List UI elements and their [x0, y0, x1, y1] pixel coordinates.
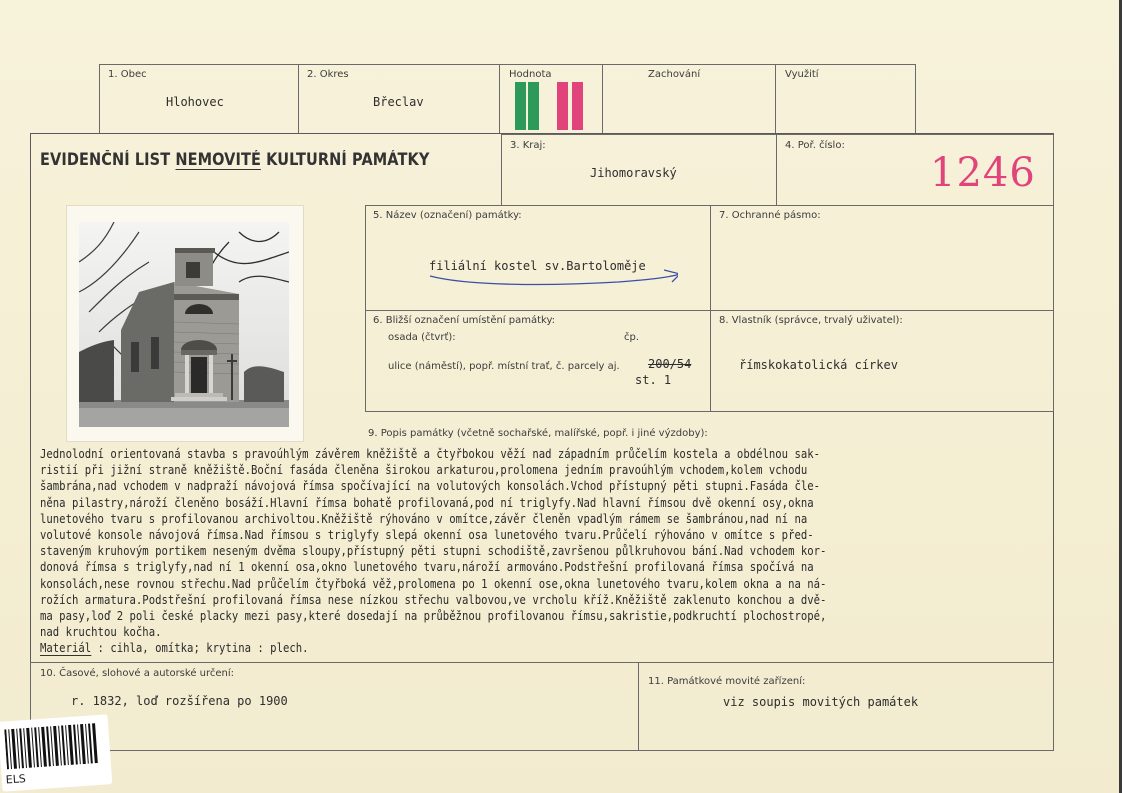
hodnota-pink-stripe-1 [557, 82, 568, 130]
material-line [40, 640, 934, 656]
kraj-label: 3. Kraj: [510, 140, 546, 151]
por-cislo-value: 1246 [930, 150, 1036, 196]
umisteni-label: 6. Bližší označení umístění památky: [373, 315, 556, 326]
parcela-value: st. 1 [635, 373, 672, 387]
monument-photo [66, 205, 304, 442]
vyuziti-cell [775, 64, 916, 134]
popis-line: rožích armatura.Podstřešní profilovaná římsa nese nízkou střechu valbovou,ve vrcholu kříž.Kněžiště zaklenuto konchou a dvě- [40, 592, 827, 607]
okres-cell [298, 64, 500, 134]
popis-line: šambrána,nad vchodem v nadpraží návojová římsa spočívající na volutových konsolách.Vchod přístupný pěti stupni.Fasáda čle- [40, 479, 821, 494]
popis-text [40, 446, 1050, 656]
zachovani-cell [602, 64, 776, 134]
parcela-struck-value: 200/54 [648, 357, 692, 371]
vlastnik-cell [710, 310, 1054, 412]
ochranne-pasmo-cell [710, 205, 1054, 311]
form-title [40, 150, 429, 169]
movite-cell [638, 662, 1054, 751]
hodnota-label: Hodnota [509, 69, 552, 80]
osada-label: osada (čtvrť): [388, 332, 456, 343]
vyuziti-label: Využití [785, 69, 819, 80]
obec-cell [99, 64, 299, 134]
title-part-3: KULTURNÍ PAMÁTKY [260, 150, 430, 169]
title-part-1: EVIDENČNÍ LIST [40, 150, 176, 169]
barcode-sticker [0, 714, 112, 792]
popis-line: konsolách,nese rovnou střechu.Nad průčelím čtyřboká věž,prolomena po 1 okenní ose,okna lunetového tvaru,kolem okna a na ná- [40, 576, 827, 591]
hodnota-pink-stripe-2 [572, 82, 583, 130]
vlastnik-label: 8. Vlastník (správce, trvalý uživatel): [719, 315, 903, 326]
material-value: : cihla, omítka; krytina : plech. [91, 641, 309, 656]
popis-line: donová římsa s triglyfy,nad ní 1 okenní osa,okno lunetového tvaru,nároží armováno.Podstřešní profilovaná římsa spočívá na [40, 560, 814, 575]
umisteni-cell [365, 310, 711, 412]
popis-line: lunetového tvaru s profilovanou archivoltou.Kněžiště rýhováno v omítce,závěr členěn vpadlým rámem se šambránou,nad ní na [40, 511, 808, 526]
title-part-2-underlined: NEMOVITÉ [175, 150, 261, 169]
por-cislo-label: 4. Poř. číslo: [785, 140, 845, 151]
ochranne-pasmo-label: 7. Ochranné pásmo: [719, 210, 821, 221]
popis-line: staveným kruhovým portikem neseným dvěma sloupy,přístupný pěti stupni schodiště,završenou půlkruhovou bání.Nad vchodem kor- [40, 544, 827, 559]
vlastnik-value: římskokatolická církev [739, 358, 898, 372]
nazev-label: 5. Název (označení) památky: [373, 210, 522, 221]
ulice-label: ulice (náměstí), popř. místní trať, č. parcely aj. [388, 361, 620, 372]
barcode-icon [4, 723, 103, 770]
popis-line: nad kruchtou kočha. [40, 625, 162, 640]
handwritten-underline [428, 268, 678, 292]
zachovani-label: Zachování [648, 69, 701, 80]
movite-value: viz soupis movitých památek [723, 695, 919, 709]
movite-label: 11. Památkové movité zařízení: [648, 676, 806, 687]
nazev-value: filiální kostel sv.Bartoloměje [429, 259, 646, 273]
kraj-cell [501, 134, 777, 206]
casove-value: r. 1832, loď rozšířena po 1900 [71, 694, 288, 708]
popis-line: něna pilastry,nároží členěno bosáží.Hlavní římsa bohatě profilovaná,pod ní triglyfy.Nad hlavní římsou dvě okenní osy,okna [40, 495, 814, 510]
obec-value: Hlohovec [166, 95, 224, 109]
popis-label: 9. Popis památky (včetně sochařské, malířské, popř. i jiné výzdoby): [368, 428, 708, 439]
nazev-cell [365, 205, 711, 311]
kraj-value: Jihomoravský [590, 166, 677, 180]
popis-line: volutové konsole návojová římsa.Nad římsou s triglyfy slepá okenní osa lunetového tvaru.Průčelí rýhováno v omítce s před- [40, 527, 814, 542]
material-label: Materiál [40, 641, 92, 656]
popis-line: Jednolodní orientovaná stavba s pravoúhlým závěrem kněžiště a čtyřbokou věží nad západním průčelím kostela a obdélnou sak- [40, 447, 821, 461]
hodnota-green-stripe-2 [528, 82, 539, 130]
church-photo-image [79, 222, 289, 427]
barcode-text: ELS [5, 772, 27, 787]
cp-label: čp. [624, 332, 640, 343]
okres-label: 2. Okres [307, 69, 349, 80]
hodnota-green-stripe-1 [515, 82, 526, 130]
obec-label: 1. Obec [108, 69, 147, 80]
casove-cell [30, 662, 639, 751]
popis-line: ma pasy,loď 2 poli české placky mezi pasy,které dosedají na průběžnou profilovanou římsu,sakristie,podkruchtí plochostropé, [40, 608, 827, 623]
popis-line: ristií při jižní straně kněžiště.Boční fasáda členěna širokou arkaturou,prolomena jedním pravoúhlým vchodem,kolem vchodu [40, 463, 808, 478]
casove-label: 10. Časové, slohové a autorské určení: [40, 668, 235, 679]
okres-value: Břeclav [373, 95, 424, 109]
